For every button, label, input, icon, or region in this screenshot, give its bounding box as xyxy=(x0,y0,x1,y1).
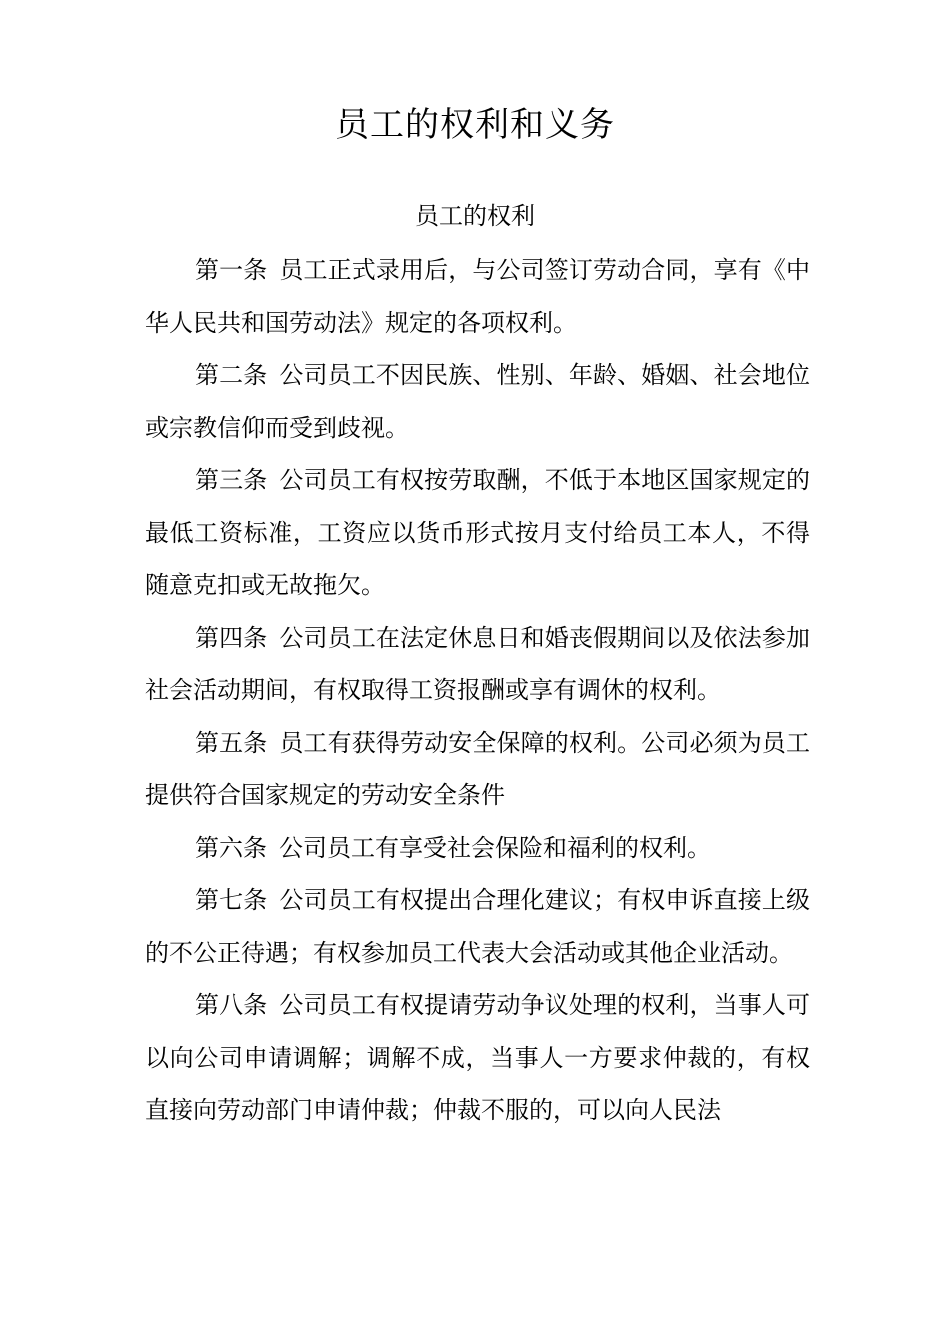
article-text: 公司员工有权提出合理化建议；有权申诉直接上级的不公正待遇；有权参加员工代表大会活动或其他企业活动。 xyxy=(145,886,810,967)
article-paragraph xyxy=(145,244,810,349)
article-number: 第四条 xyxy=(195,623,268,652)
article-number: 第三条 xyxy=(195,466,268,494)
article-text: 员工有获得劳动安全保障的权利。公司必须为员工提供符合国家规定的劳动安全条件 xyxy=(145,728,810,809)
article-number: 第一条 xyxy=(195,256,268,284)
article-text: 公司员工不因民族、性别、年龄、婚姻、社会地位或宗教信仰而受到歧视。 xyxy=(145,361,810,442)
article-number: 第七条 xyxy=(195,886,268,914)
document-body xyxy=(145,244,810,1137)
article-text: 公司员工有权提请劳动争议处理的权利，当事人可以向公司申请调解；调解不成，当事人一方要求仲裁的，有权直接向劳动部门申请仲裁；仲裁不服的，可以向人民法 xyxy=(145,991,810,1124)
article-text: 公司员工有享受社会保险和福利的权利。 xyxy=(279,833,711,862)
article-text: 公司员工在法定休息日和婚丧假期间以及依法参加社会活动期间，有权取得工资报酬或享有调休的权利。 xyxy=(145,623,810,704)
section-heading: 员工的权利 xyxy=(415,202,535,230)
article-number: 第二条 xyxy=(195,361,268,389)
article-number: 第六条 xyxy=(195,833,267,862)
article-paragraph xyxy=(145,874,810,979)
article-text: 员工正式录用后，与公司签订劳动合同，享有《中华人民共和国劳动法》规定的各项权利。 xyxy=(145,256,810,337)
document-title: 员工的权利和义务 xyxy=(335,105,615,145)
article-paragraph xyxy=(145,822,810,875)
article-paragraph xyxy=(145,717,810,822)
article-number: 第八条 xyxy=(195,991,268,1019)
article-text: 公司员工有权按劳取酬，不低于本地区国家规定的最低工资标准，工资应以货币形式按月支付给员工本人，不得随意克扣或无故拖欠。 xyxy=(145,466,810,599)
article-paragraph xyxy=(145,612,810,717)
article-paragraph xyxy=(145,454,810,612)
article-paragraph xyxy=(145,349,810,454)
article-number: 第五条 xyxy=(195,728,268,757)
article-paragraph xyxy=(145,979,810,1137)
